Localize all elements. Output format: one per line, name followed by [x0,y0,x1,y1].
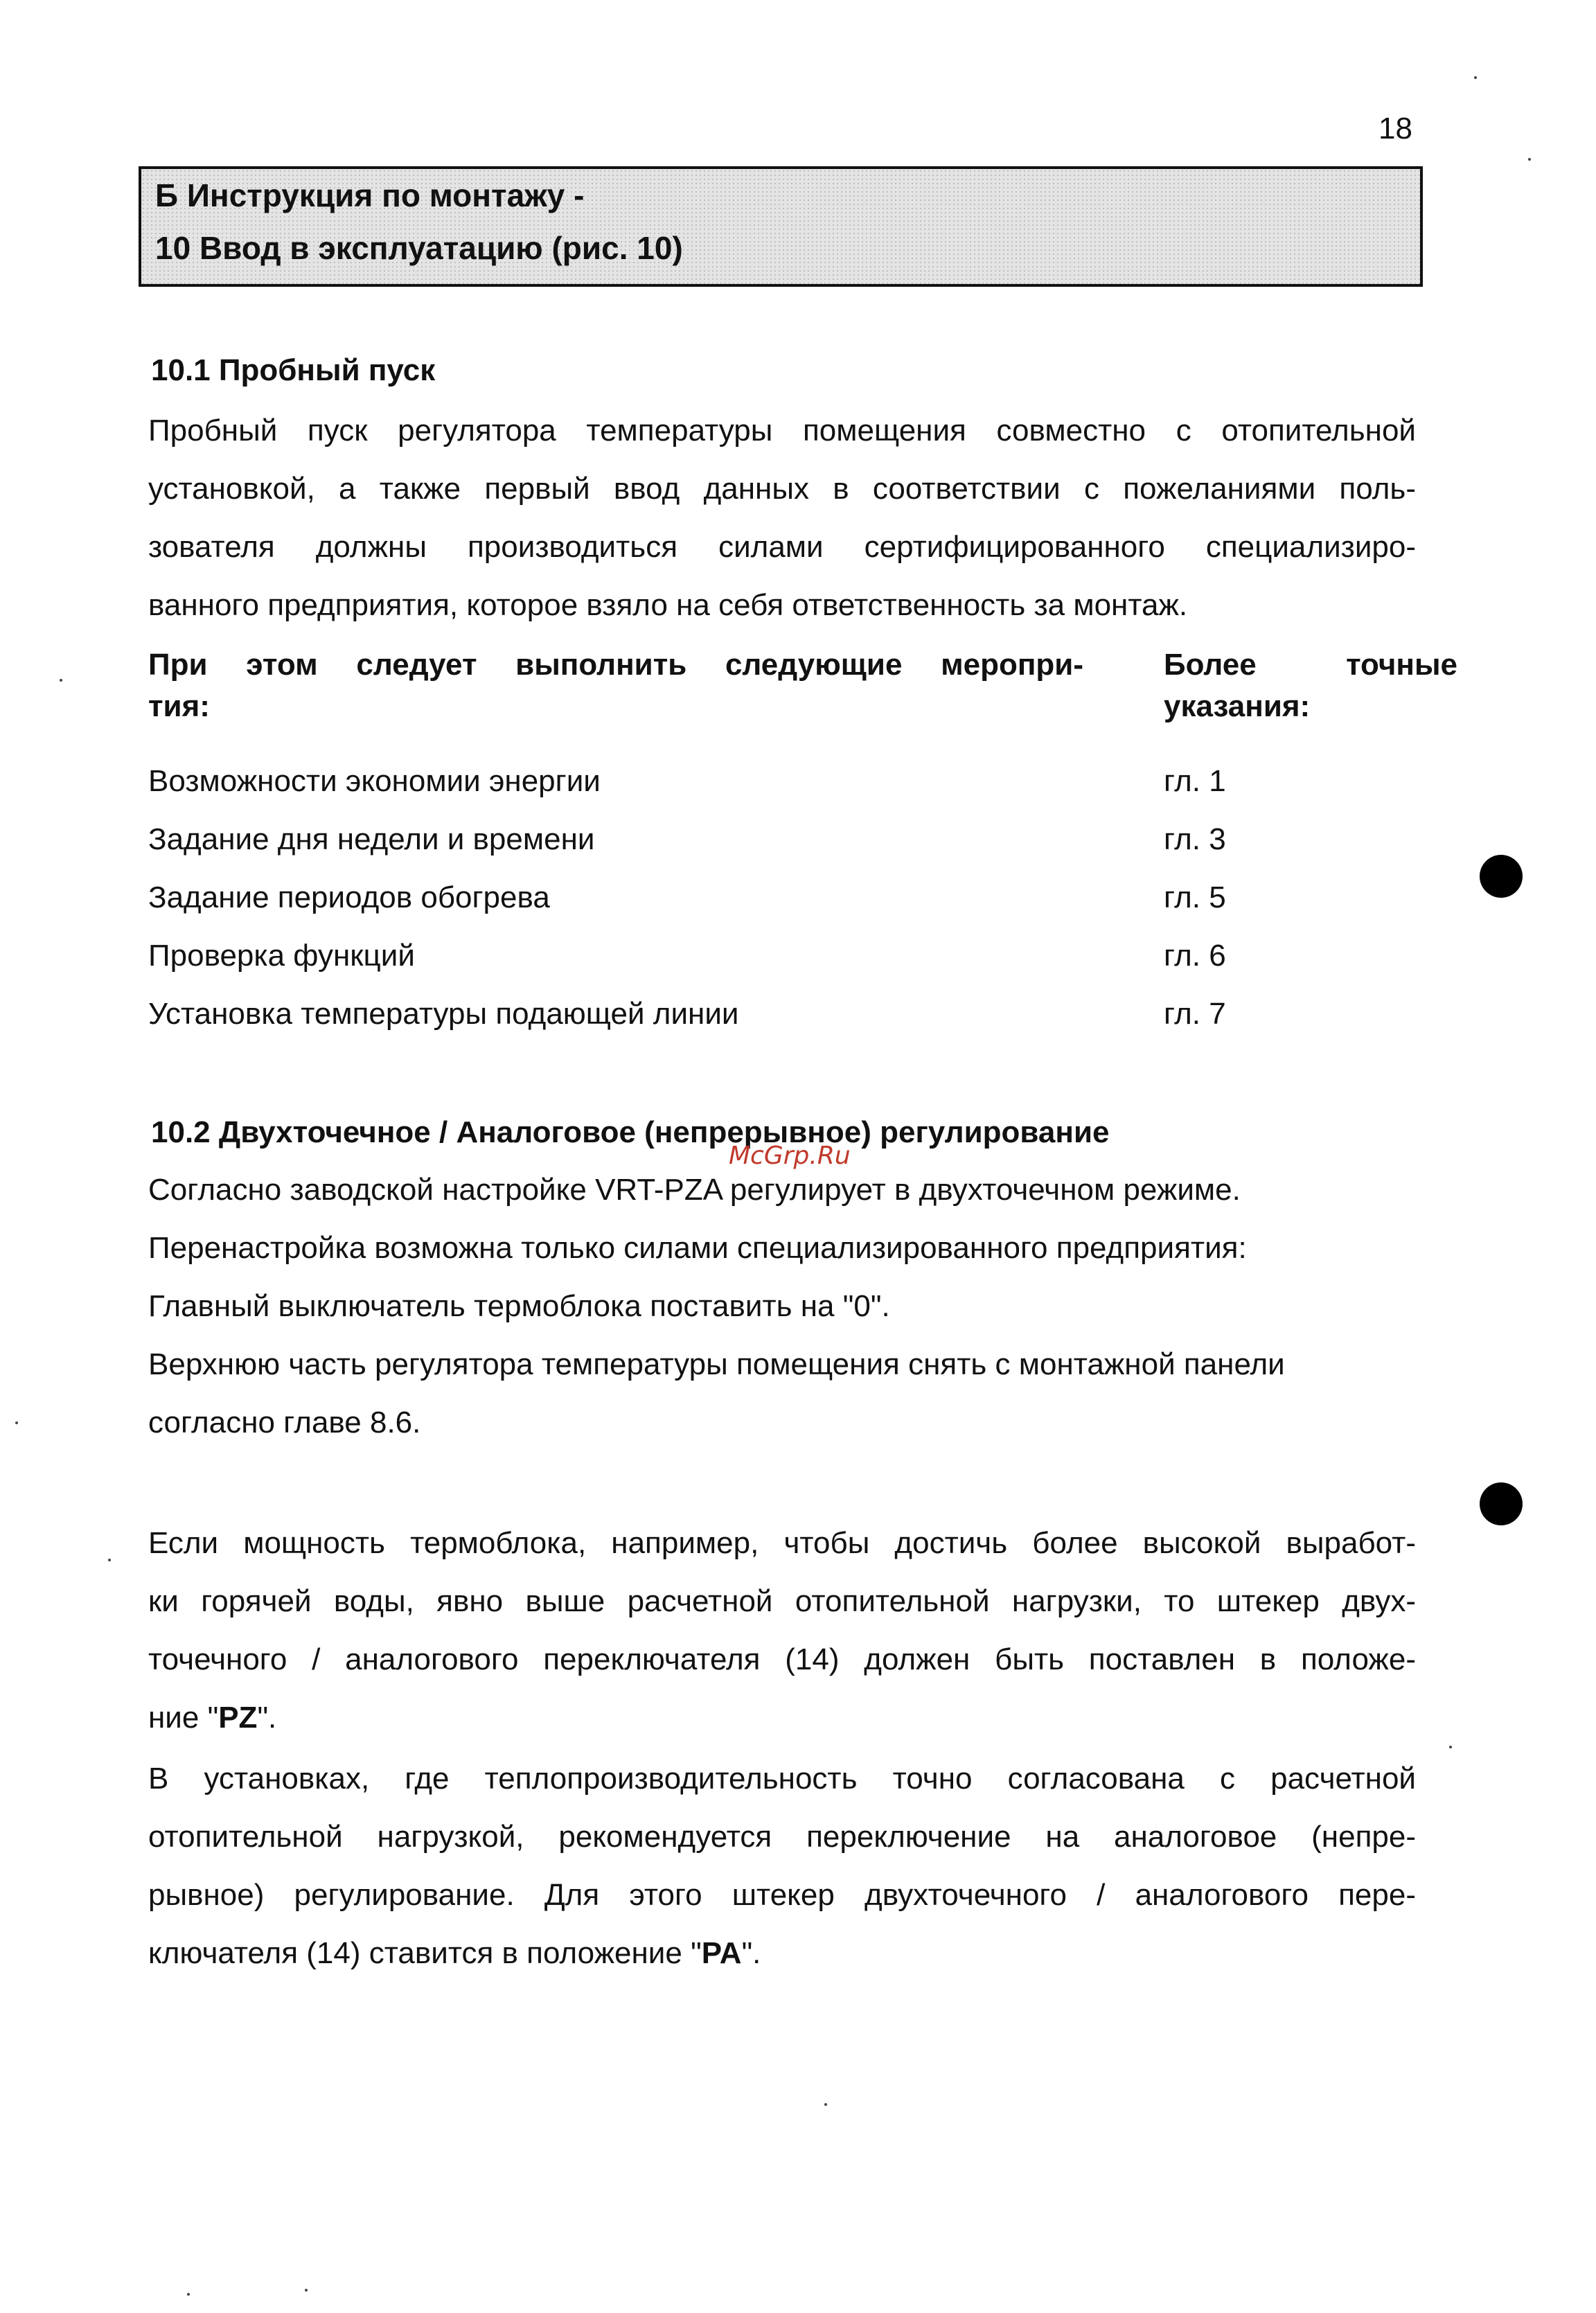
paragraph-line: Если мощность термоблока, например, чтобы достичь более высокой выработ- [148,1526,1416,1560]
section-title-10-1: 10.1 Пробный пуск [151,353,436,387]
table-header-tasks [148,644,1083,727]
table-header-references [1164,644,1457,727]
paragraph-line: согласно главе 8.6. [148,1406,421,1439]
table-cell-task: Возможности экономии энергии [148,764,601,798]
table-header-line: Более точные [1164,648,1457,682]
section1-paragraph [148,402,1416,635]
paragraph-line: В установках, где теплопроизводительность точно согласована с расчетной [148,1762,1416,1796]
scan-speck [60,679,62,682]
table-row [148,819,1457,860]
table-row [148,993,1457,1035]
section2-block1 [148,1161,1416,1452]
table-header-line: указания: [1164,689,1311,723]
table-cell-ref: гл. 3 [1164,822,1226,856]
table-cell-ref: гл. 1 [1164,764,1226,798]
paragraph-line: Пробный пуск регулятора температуры помещения совместно с отопительной [148,414,1416,447]
margin-bullet-marker [1480,855,1523,898]
section2-block2 [148,1514,1416,1747]
paragraph-line [148,1924,1416,1983]
scan-speck [187,2293,190,2296]
table-row [148,761,1457,802]
scan-speck [305,2289,308,2292]
page-number: 18 [1378,112,1412,145]
paragraph-line: Перенастройка возможна только силами специализированного предприятия: [148,1231,1247,1265]
setting-code-pa: PA [701,1936,742,1970]
table-cell-task: Установка температуры подающей линии [148,997,739,1031]
paragraph-line: ванного предприятия, которое взяло на себя ответственность за монтаж. [148,588,1188,622]
table-header-line: При этом следует выполнить следующие меропри- [148,648,1083,682]
table-row [148,877,1457,919]
paragraph-line [148,1689,1416,1747]
paragraph-line: зователя должны производиться силами сертифицированного специализиро- [148,530,1416,564]
table-header-line: тия: [148,689,210,723]
section2-block3 [148,1750,1416,1983]
text-fragment: ". [741,1936,761,1970]
table-cell-ref: гл. 6 [1164,939,1226,973]
table-cell-task: Задание дня недели и времени [148,822,595,856]
scan-speck [1474,76,1477,79]
table-cell-task: Задание периодов обогрева [148,880,550,914]
paragraph-line: отопительной нагрузкой, рекомендуется переключение на аналоговое (непре- [148,1820,1416,1854]
text-fragment: ключателя (14) ставится в положение " [148,1936,702,1970]
paragraph-line: ки горячей воды, явно выше расчетной отопительной нагрузки, то штекер двух- [148,1584,1416,1618]
section-title-10-2: 10.2 Двухточечное / Аналоговое (непрерывное) регулирование [151,1115,1110,1149]
watermark-text: McGrp.Ru [729,1142,851,1170]
section-header-title: 10 Ввод в эксплуатацию (рис. 10) [155,230,683,266]
scan-speck [1528,158,1531,161]
table-row [148,935,1457,977]
scan-speck [15,1421,18,1424]
paragraph-line: точечного / аналогового переключателя (14) должен быть поставлен в положе- [148,1642,1416,1676]
table-cell-ref: гл. 5 [1164,880,1226,914]
text-fragment: ние " [148,1701,219,1735]
paragraph-line: рывное) регулирование. Для этого штекер двухточечного / аналогового пере- [148,1878,1416,1912]
text-fragment: ". [257,1701,277,1735]
chapter-header-box [139,166,1423,287]
paragraph-line: Главный выключатель термоблока поставить на "0". [148,1289,890,1323]
table-cell-ref: гл. 7 [1164,997,1226,1031]
setting-code-pz: PZ [218,1701,258,1735]
chapter-title: Б Инструкция по монтажу - [155,177,585,213]
table-cell-task: Проверка функций [148,939,415,973]
scan-speck [1449,1746,1452,1748]
scan-speck [108,1559,111,1561]
margin-bullet-marker [1480,1482,1523,1525]
paragraph-line: Согласно заводской настройке VRT-PZA регулирует в двухточечном режиме. [148,1173,1241,1207]
paragraph-line: установкой, а также первый ввод данных в соответствии с пожеланиями поль- [148,472,1416,506]
scan-speck [824,2103,827,2106]
paragraph-line: Верхнюю часть регулятора температуры помещения снять с монтажной панели [148,1347,1285,1381]
measures-table-header [148,644,1457,727]
